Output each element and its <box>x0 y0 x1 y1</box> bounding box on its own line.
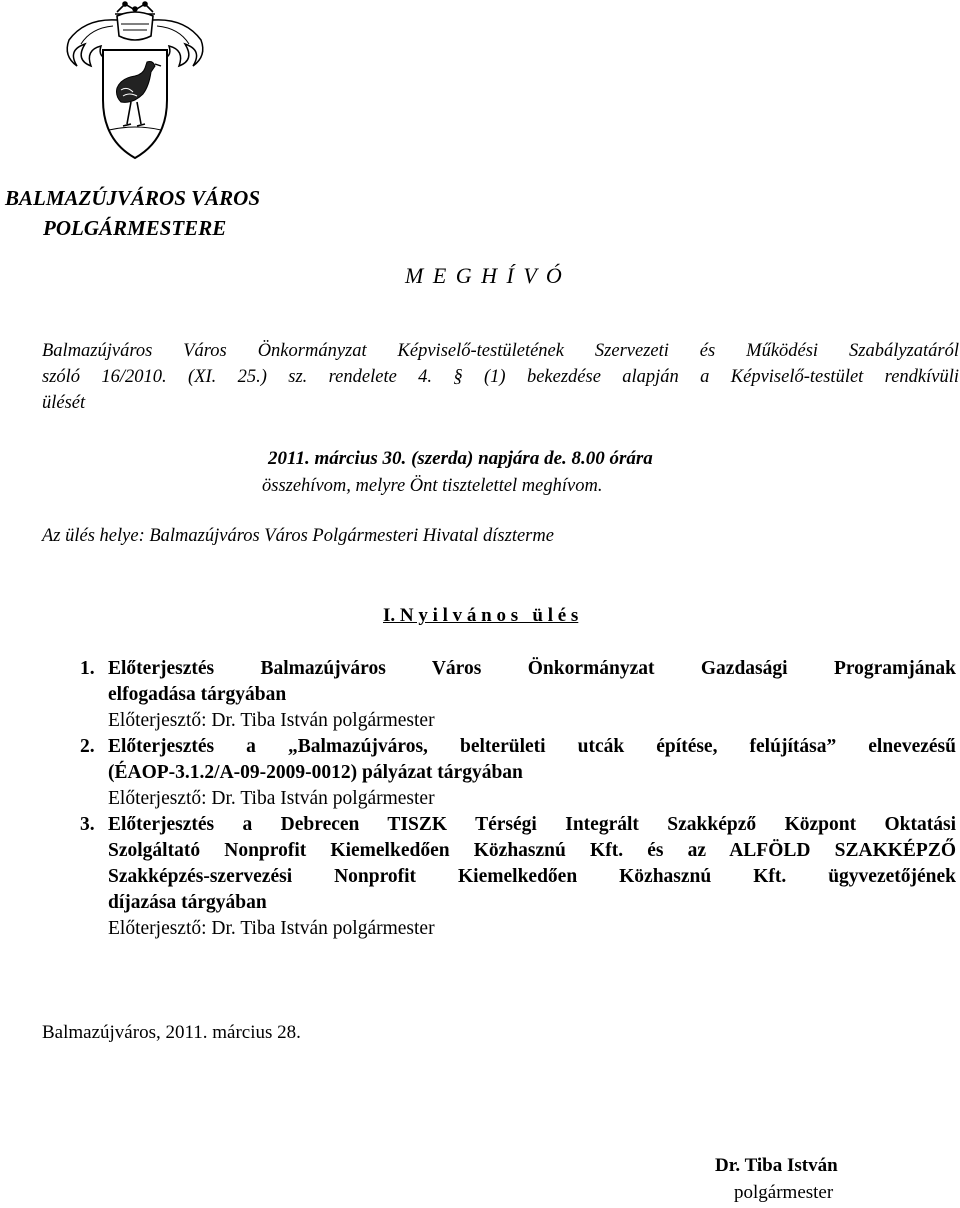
agenda-item <box>80 734 956 812</box>
agenda-item-line: Szakképzés-szervezési Nonprofit Kiemelkedően Közhasznú Kft. ügyvezetőjének <box>108 866 956 887</box>
signatory-role: polgármester <box>734 1182 834 1203</box>
agenda-list <box>80 656 956 942</box>
issuer-line-1: BALMAZÚJVÁROS VÁROS <box>5 186 260 210</box>
summon-text: összehívom, melyre Önt tisztelettel meghívom. <box>262 476 603 496</box>
agenda-item-line: Előterjesztés a Debrecen TISZK Térségi Integrált Szakképző Központ Oktatási <box>108 814 956 835</box>
agenda-item-title <box>80 812 956 916</box>
agenda-item-presenter: Előterjesztő: Dr. Tiba István polgármester <box>108 788 435 809</box>
intro-line-3: ülését <box>42 393 86 413</box>
venue-text: Az ülés helye: Balmazújváros Város Polgármesteri Hivatal díszterme <box>42 526 554 546</box>
issuer-block <box>5 183 260 243</box>
agenda-item-line: díjazása tárgyában <box>108 892 267 913</box>
meeting-date-text: 2011. március 30. <box>268 448 407 469</box>
intro-line-2: szóló 16/2010. (XI. 25.) sz. rendelete 4. § (1) bekezdése alapján a Képviselő-testület rendkívüli <box>42 367 959 387</box>
agenda-item-line: Szolgáltató Nonprofit Kiemelkedően Közhasznú Kft. és az ALFÖLD SZAKKÉPZŐ <box>108 840 956 861</box>
agenda-item <box>80 812 956 942</box>
place-and-date: Balmazújváros, 2011. március 28. <box>42 1022 301 1043</box>
signatory-name: Dr. Tiba István <box>715 1155 838 1176</box>
intro-paragraph <box>42 338 959 416</box>
issuer-line-2: POLGÁRMESTERE <box>43 216 227 240</box>
agenda-item-line: elfogadása tárgyában <box>108 684 287 705</box>
meeting-day-text: (szerda) napjára de. 8.00 órára <box>411 448 653 469</box>
agenda-item-line: (ÉAOP-3.1.2/A-09-2009-0012) pályázat tárgyában <box>108 762 523 783</box>
agenda-item-number: 1. <box>80 658 95 679</box>
agenda-item-line: Előterjesztés Balmazújváros Város Önkormányzat Gazdasági Programjának <box>108 658 956 679</box>
agenda-item-presenter: Előterjesztő: Dr. Tiba István polgármester <box>108 918 435 939</box>
agenda-item <box>80 656 956 734</box>
agenda-item-title <box>80 656 956 708</box>
agenda-item-title <box>80 734 956 786</box>
agenda-item-number: 3. <box>80 814 95 835</box>
meeting-date <box>268 448 653 470</box>
intro-line-1: Balmazújváros Város Önkormányzat Képviselő-testületének Szervezeti és Működési Szabályzatáról <box>42 341 959 361</box>
agenda-item-line: Előterjesztés a „Balmazújváros, belterületi utcák építése, felújítása” elnevezésű <box>108 736 956 757</box>
agenda-item-presenter: Előterjesztő: Dr. Tiba István polgármester <box>108 710 435 731</box>
section-title: I. N y i l v á n o s ü l é s <box>383 605 579 626</box>
coat-of-arms-icon <box>55 0 215 160</box>
agenda-item-number: 2. <box>80 736 95 757</box>
document-title: M E G H Í V Ó <box>405 263 562 288</box>
